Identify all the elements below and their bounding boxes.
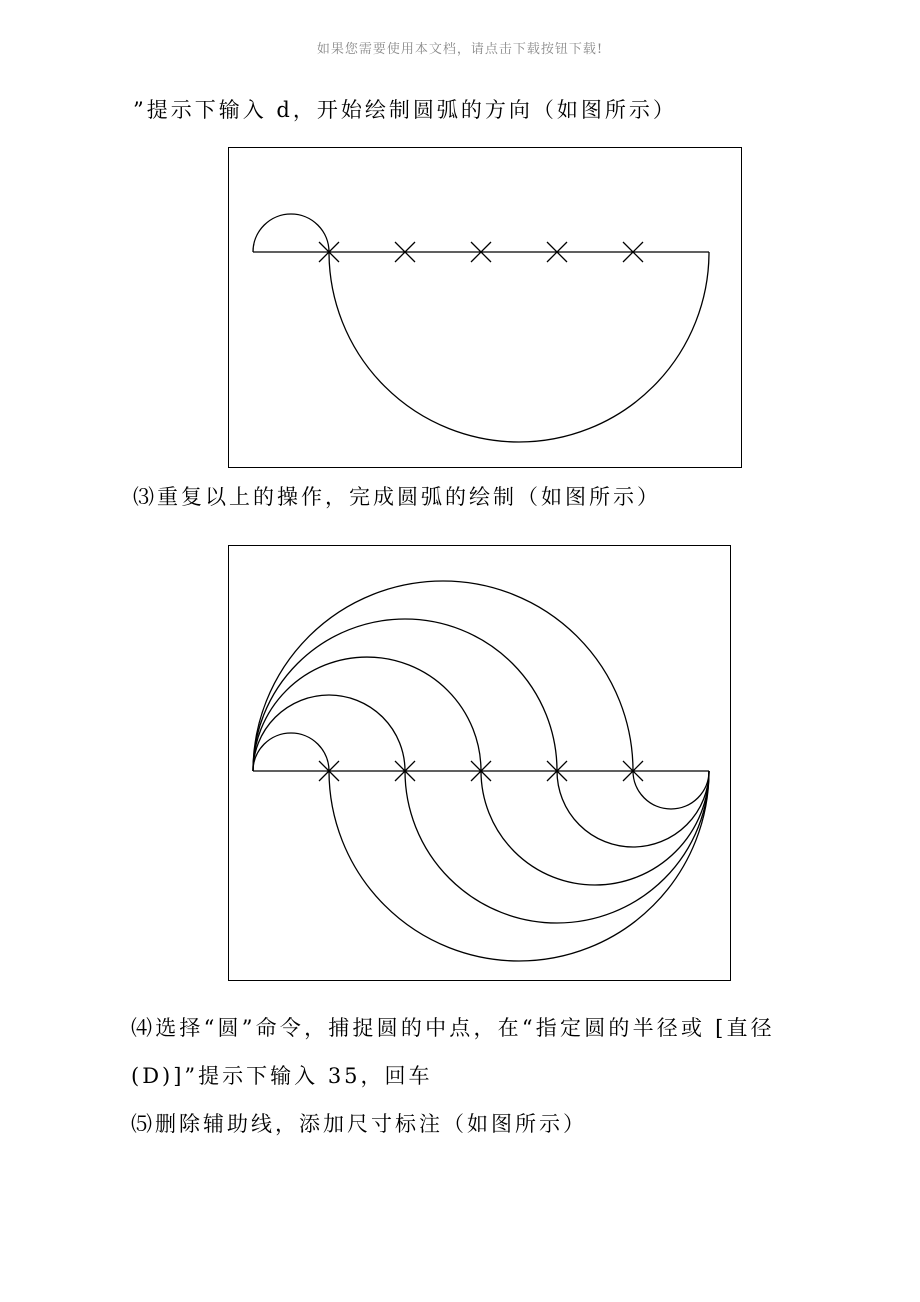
cad-drawing-2: [229, 546, 732, 982]
paragraph-dimension: ⑸删除辅助线，添加尺寸标注（如图所示）: [131, 1112, 587, 1136]
paragraph-repeat-arcs: ⑶重复以上的操作，完成圆弧的绘制（如图所示）: [133, 485, 661, 509]
figure-completed-arcs: [228, 545, 731, 981]
bottom-arcs: [329, 771, 709, 961]
cad-drawing-1: [229, 148, 743, 469]
figure-first-arcs: [228, 147, 742, 468]
paragraph-radius-input: (D)]”提示下输入 35，回车: [131, 1064, 433, 1088]
top-arcs: [253, 581, 633, 771]
download-note: 如果您需要使用本文档，请点击下载按钮下载!: [316, 42, 604, 57]
large-arc-bottom: [329, 252, 709, 442]
small-arc-top: [253, 214, 329, 252]
paragraph-arc-direction: ”提示下输入 d，开始绘制圆弧的方向（如图所示）: [133, 98, 677, 122]
paragraph-circle-command: ⑷选择“圆”命令，捕捉圆的中点，在“指定圆的半径或 [直径: [131, 1016, 775, 1040]
